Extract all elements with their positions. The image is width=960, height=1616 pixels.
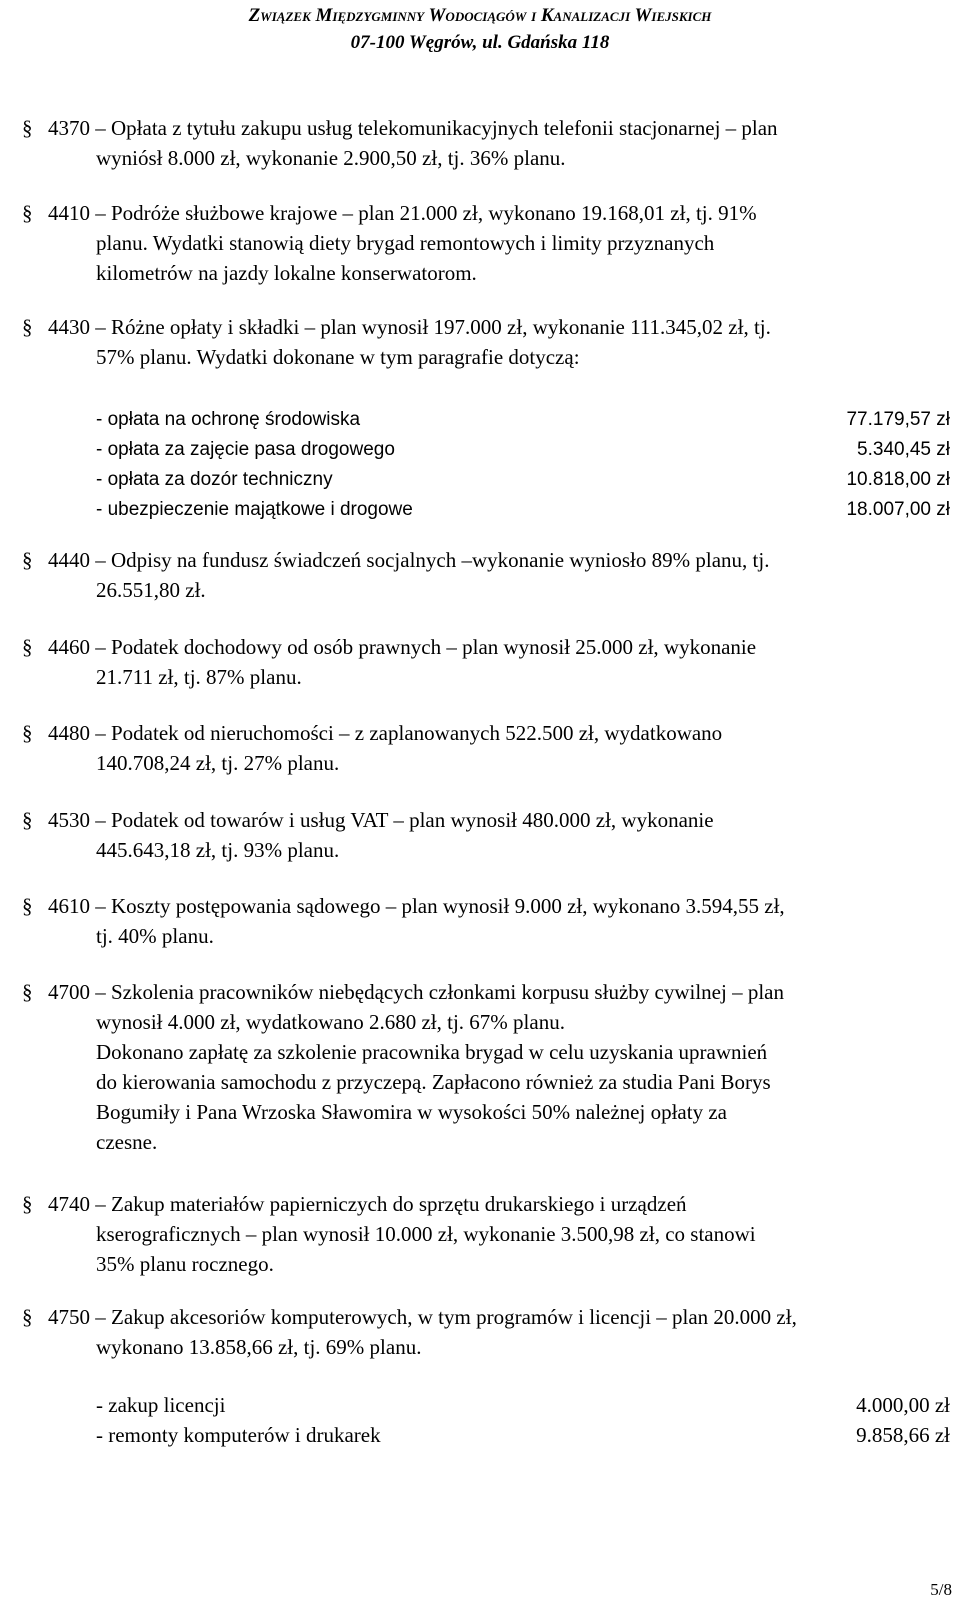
list-item-label: - zakup licencji: [96, 1393, 226, 1417]
section-text-line: 4480 – Podatek od nieruchomości – z zaplanowanych 522.500 zł, wydatkowano: [48, 721, 723, 745]
section-symbol: §: [22, 894, 33, 918]
section-text-line: tj. 40% planu.: [96, 924, 214, 948]
section-text-line: 4750 – Zakup akcesoriów komputerowych, w tym programów i licencji – plan 20.000 zł,: [48, 1305, 797, 1329]
section-symbol: §: [22, 635, 33, 659]
section-text-line: 445.643,18 zł, tj. 93% planu.: [96, 838, 340, 862]
section-text-line: 4430 – Różne opłaty i składki – plan wynosił 197.000 zł, wykonanie 111.345,02 zł, tj.: [48, 315, 771, 339]
section-text-line: czesne.: [96, 1130, 158, 1154]
section-text-line: 4460 – Podatek dochodowy od osób prawnych – plan wynosił 25.000 zł, wykonanie: [48, 635, 757, 659]
section-text-line: 21.711 zł, tj. 87% planu.: [96, 665, 302, 689]
list-item-label: - ubezpieczenie majątkowe i drogowe: [96, 499, 413, 520]
list-item-amount: 18.007,00 zł: [846, 499, 950, 520]
section-symbol: §: [22, 1192, 33, 1216]
section-symbol: §: [22, 548, 33, 572]
list-item-label: - opłata za dozór techniczny: [96, 469, 333, 490]
list-item-amount: 9.858,66 zł: [856, 1423, 950, 1447]
section-text-line: 4700 – Szkolenia pracowników niebędących członkami korpusu służby cywilnej – plan: [48, 980, 784, 1004]
section-text-line: 57% planu. Wydatki dokonane w tym paragrafie dotyczą:: [96, 345, 580, 369]
list-item-label: - opłata na ochronę środowiska: [96, 409, 361, 430]
section-text-line: kserograficznych – plan wynosił 10.000 zł, wykonanie 3.500,98 zł, co stanowi: [96, 1222, 756, 1246]
section-text-line: 4530 – Podatek od towarów i usług VAT – plan wynosił 480.000 zł, wykonanie: [48, 808, 714, 832]
section-text-line: planu. Wydatki stanowią diety brygad remontowych i limity przyznanych: [96, 231, 715, 255]
section-text-line: 4410 – Podróże służbowe krajowe – plan 21.000 zł, wykonano 19.168,01 zł, tj. 91%: [48, 201, 757, 225]
expense-item-row: [0, 495, 960, 525]
list-item-amount: 4.000,00 zł: [856, 1393, 950, 1417]
section-symbol: §: [22, 808, 33, 832]
section-text-line: do kierowania samochodu z przyczepą. Zapłacono również za studia Pani Borys: [96, 1070, 771, 1094]
section-text-line: wynosił 4.000 zł, wydatkowano 2.680 zł, tj. 67% planu.: [96, 1010, 565, 1034]
expense-item-row: [0, 405, 960, 435]
expense-item-row: [0, 465, 960, 495]
section-symbol: §: [22, 315, 33, 339]
section-text-line: 4610 – Koszty postępowania sądowego – plan wynosił 9.000 zł, wykonano 3.594,55 zł,: [48, 894, 785, 918]
organization-name: Związek Międzygminny Wodociągów i Kanalizacji Wiejskich: [248, 5, 712, 26]
section-text-line: 4370 – Opłata z tytułu zakupu usług telekomunikacyjnych telefonii stacjonarnej – plan: [48, 116, 778, 140]
section-text-line: 35% planu rocznego.: [96, 1252, 274, 1276]
section-symbol: §: [22, 721, 33, 745]
expense-item-row: [0, 1390, 960, 1420]
section-text-line: 26.551,80 zł.: [96, 578, 206, 602]
expense-item-row: [0, 435, 960, 465]
list-item-label: - remonty komputerów i drukarek: [96, 1423, 381, 1447]
section-symbol: §: [22, 980, 33, 1004]
section-symbol: §: [22, 116, 33, 140]
section-text-line: Dokonano zapłatę za szkolenie pracownika brygad w celu uzyskania uprawnień: [96, 1040, 768, 1064]
list-item-amount: 10.818,00 zł: [846, 469, 950, 490]
list-item-amount: 5.340,45 zł: [857, 439, 950, 460]
section-symbol: §: [22, 1305, 33, 1329]
section-symbol: §: [22, 201, 33, 225]
list-item-amount: 77.179,57 zł: [846, 409, 950, 430]
list-item-label: - opłata za zajęcie pasa drogowego: [96, 439, 395, 460]
section-text-line: 140.708,24 zł, tj. 27% planu.: [96, 751, 340, 775]
expense-item-row: [0, 1420, 960, 1450]
organization-address: 07-100 Węgrów, ul. Gdańska 118: [350, 32, 610, 53]
section-text-line: 4440 – Odpisy na fundusz świadczeń socjalnych –wykonanie wyniosło 89% planu, tj.: [48, 548, 770, 572]
section-text-line: kilometrów na jazdy lokalne konserwatorom.: [96, 261, 477, 285]
page-number: 5/8: [930, 1580, 952, 1599]
section-text-line: 4740 – Zakup materiałów papierniczych do sprzętu drukarskiego i urządzeń: [48, 1192, 687, 1216]
section-text-line: wykonano 13.858,66 zł, tj. 69% planu.: [96, 1335, 422, 1359]
section-text-line: wyniósł 8.000 zł, wykonanie 2.900,50 zł, tj. 36% planu.: [96, 146, 566, 170]
section-text-line: Bogumiły i Pana Wrzoska Sławomira w wysokości 50% należnej opłaty za: [96, 1100, 727, 1124]
